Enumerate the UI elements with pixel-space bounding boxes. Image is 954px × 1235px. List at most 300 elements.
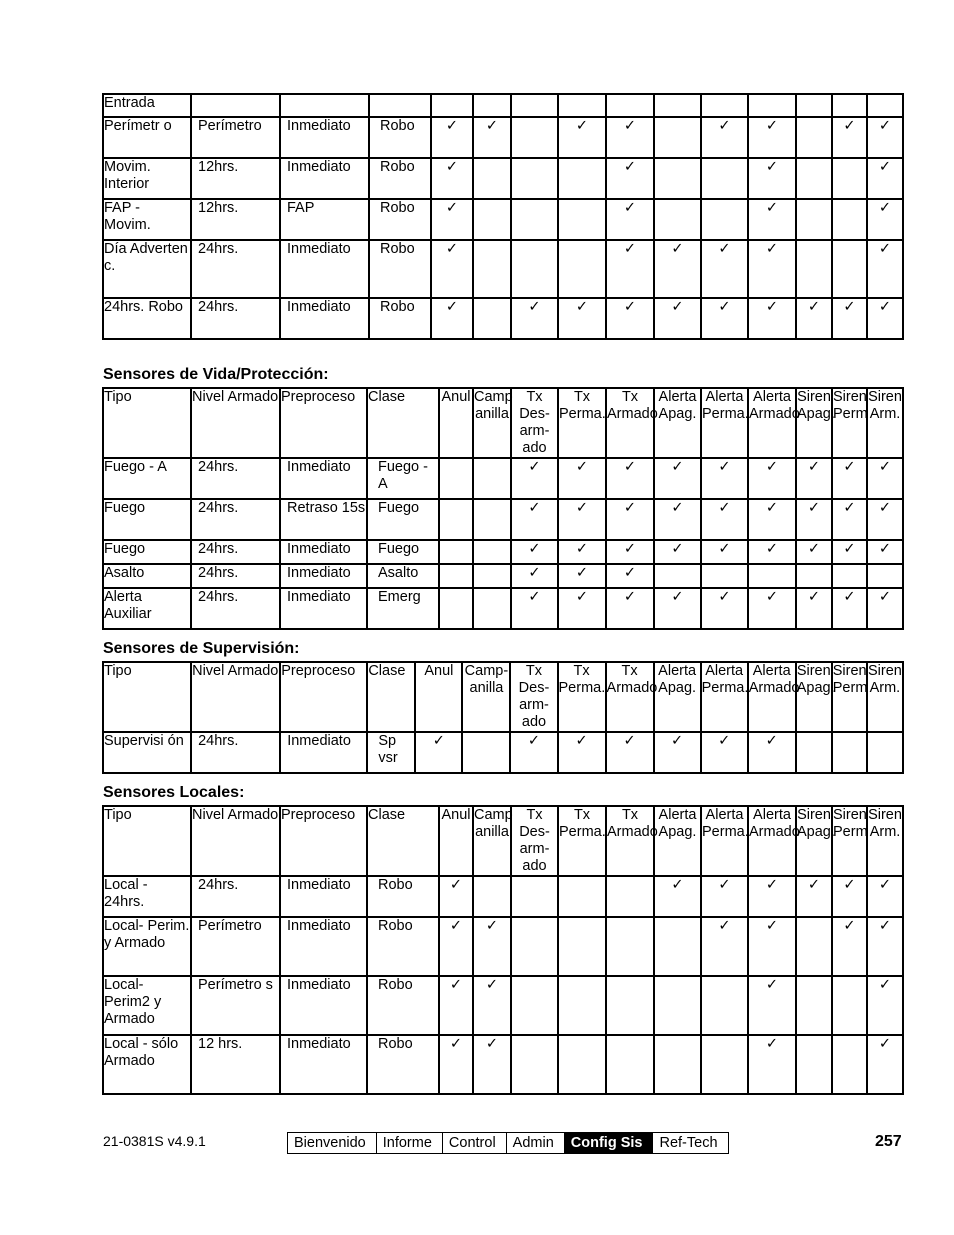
sensor-type-cell: Local - sólo Armado bbox=[103, 1035, 191, 1094]
checkmark-cell bbox=[796, 917, 832, 976]
checkmark-cell bbox=[796, 240, 832, 298]
page-number: 257 bbox=[875, 1133, 902, 1150]
column-header-tx_armado: Tx Armado bbox=[606, 388, 654, 458]
s4-header-row bbox=[103, 806, 903, 876]
column-header-alerta_perma: Alerta Perma. bbox=[701, 662, 748, 732]
checkmark-cell: ✓ bbox=[606, 199, 654, 240]
checkmark-cell: ✓ bbox=[606, 499, 654, 540]
checkmark-cell: ✓ bbox=[511, 540, 558, 564]
checkmark-cell: ✓ bbox=[796, 458, 832, 499]
class-cell: Emerg bbox=[367, 588, 439, 629]
checkmark-cell bbox=[511, 117, 558, 158]
checkmark-cell: ✓ bbox=[796, 876, 832, 917]
checkmark-cell bbox=[439, 540, 473, 564]
checkmark-cell: ✓ bbox=[431, 298, 473, 339]
checkmark-cell bbox=[473, 158, 511, 199]
checkmark-cell bbox=[558, 917, 606, 976]
checkmark-cell: ✓ bbox=[473, 976, 511, 1035]
checkmark-cell: ✓ bbox=[701, 540, 748, 564]
checkmark-cell bbox=[473, 199, 511, 240]
checkmark-cell: ✓ bbox=[867, 199, 903, 240]
checkmark-cell: ✓ bbox=[701, 732, 748, 773]
section-title-vida: Sensores de Vida/Protección: bbox=[103, 366, 329, 383]
checkmark-cell bbox=[796, 94, 832, 117]
nav-tab-bienvenido[interactable]: Bienvenido bbox=[288, 1133, 377, 1153]
checkmark-cell: ✓ bbox=[748, 917, 796, 976]
checkmark-cell bbox=[701, 199, 748, 240]
checkmark-cell bbox=[473, 588, 511, 629]
sensor-type-cell: Entrada bbox=[103, 94, 191, 117]
checkmark-cell bbox=[511, 1035, 558, 1094]
checkmark-cell bbox=[832, 1035, 867, 1094]
column-header-alerta_armado: Alerta Armado bbox=[748, 662, 796, 732]
class-cell: Fuego bbox=[367, 499, 439, 540]
checkmark-cell bbox=[701, 94, 748, 117]
checkmark-cell bbox=[473, 240, 511, 298]
checkmark-cell bbox=[439, 458, 473, 499]
sensor-type-cell: Local- Perim2 y Armado bbox=[103, 976, 191, 1035]
preprocess-cell: Inmediato bbox=[280, 240, 369, 298]
checkmark-cell: ✓ bbox=[439, 976, 473, 1035]
preprocess-cell: Inmediato bbox=[280, 1035, 367, 1094]
checkmark-cell bbox=[867, 564, 903, 588]
sensor-type-cell: Fuego bbox=[103, 499, 191, 540]
checkmark-cell: ✓ bbox=[867, 1035, 903, 1094]
checkmark-cell bbox=[701, 1035, 748, 1094]
checkmark-cell bbox=[473, 564, 511, 588]
checkmark-cell: ✓ bbox=[701, 588, 748, 629]
armed-level-cell: 24hrs. bbox=[191, 732, 280, 773]
table-row bbox=[103, 1035, 903, 1094]
checkmark-cell: ✓ bbox=[606, 458, 654, 499]
table-row bbox=[103, 564, 903, 588]
column-header-campanilla_b: Camp-anilla bbox=[462, 662, 510, 732]
checkmark-cell: ✓ bbox=[701, 876, 748, 917]
sensor-type-cell: 24hrs. Robo bbox=[103, 298, 191, 339]
preprocess-cell: Inmediato bbox=[280, 458, 367, 499]
checkmark-cell bbox=[606, 876, 654, 917]
checkmark-cell: ✓ bbox=[510, 732, 557, 773]
preprocess-cell: Inmediato bbox=[280, 588, 367, 629]
checkmark-cell bbox=[654, 917, 701, 976]
checkmark-cell bbox=[439, 588, 473, 629]
checkmark-cell: ✓ bbox=[867, 298, 903, 339]
column-header-alerta_armado: Alerta Armado bbox=[748, 806, 796, 876]
checkmark-cell bbox=[796, 117, 832, 158]
armed-level-cell bbox=[191, 94, 280, 117]
class-cell: Sp vsr bbox=[367, 732, 415, 773]
column-header-clase: Clase bbox=[367, 662, 415, 732]
document-id: 21-0381S v4.9.1 bbox=[103, 1133, 206, 1149]
checkmark-cell: ✓ bbox=[558, 117, 606, 158]
sensor-type-cell: Alerta Auxiliar bbox=[103, 588, 191, 629]
checkmark-cell: ✓ bbox=[832, 298, 867, 339]
armed-level-cell: 24hrs. bbox=[191, 876, 280, 917]
checkmark-cell: ✓ bbox=[748, 499, 796, 540]
checkmark-cell: ✓ bbox=[473, 117, 511, 158]
checkmark-cell: ✓ bbox=[606, 298, 654, 339]
checkmark-cell bbox=[748, 94, 796, 117]
armed-level-cell: 24hrs. bbox=[191, 540, 280, 564]
column-header-siren_arm: Siren Arm. bbox=[867, 662, 903, 732]
checkmark-cell: ✓ bbox=[748, 1035, 796, 1094]
checkmark-cell: ✓ bbox=[867, 917, 903, 976]
checkmark-cell: ✓ bbox=[511, 588, 558, 629]
armed-level-cell: 24hrs. bbox=[191, 240, 280, 298]
checkmark-cell: ✓ bbox=[558, 458, 606, 499]
checkmark-cell: ✓ bbox=[511, 564, 558, 588]
checkmark-cell: ✓ bbox=[796, 588, 832, 629]
checkmark-cell bbox=[796, 199, 832, 240]
column-header-tx_armado: Tx Armado bbox=[606, 662, 654, 732]
column-header-alerta_perma: Alerta Perma. bbox=[701, 388, 748, 458]
column-header-alerta_apag: Alerta Apag. bbox=[654, 662, 701, 732]
class-cell: Robo bbox=[369, 158, 431, 199]
column-header-tx_perma: Tx Perma. bbox=[558, 388, 606, 458]
column-header-siren_apag: Siren Apag. bbox=[796, 388, 832, 458]
checkmark-cell: ✓ bbox=[654, 458, 701, 499]
class-cell: Robo bbox=[367, 976, 439, 1035]
checkmark-cell bbox=[558, 158, 606, 199]
armed-level-cell: 12 hrs. bbox=[191, 1035, 280, 1094]
checkmark-cell bbox=[462, 732, 510, 773]
checkmark-cell: ✓ bbox=[701, 240, 748, 298]
s2-header-row bbox=[103, 388, 903, 458]
checkmark-cell: ✓ bbox=[439, 876, 473, 917]
column-header-nivel: Nivel Armado bbox=[191, 806, 280, 876]
checkmark-cell bbox=[558, 1035, 606, 1094]
checkmark-cell bbox=[867, 94, 903, 117]
checkmark-cell: ✓ bbox=[654, 499, 701, 540]
table-row bbox=[103, 94, 903, 117]
column-header-campanilla_a: Camp anilla bbox=[473, 388, 511, 458]
s1-body bbox=[103, 94, 903, 339]
column-header-siren_apag: Siren Apag. bbox=[796, 806, 832, 876]
checkmark-cell bbox=[511, 158, 558, 199]
armed-level-cell: Perímetro s bbox=[191, 976, 280, 1035]
column-header-siren_perm: Siren Perm bbox=[832, 806, 867, 876]
class-cell: Robo bbox=[367, 917, 439, 976]
checkmark-cell: ✓ bbox=[431, 199, 473, 240]
checkmark-cell bbox=[654, 976, 701, 1035]
checkmark-cell: ✓ bbox=[558, 499, 606, 540]
armed-level-cell: Perímetro bbox=[191, 117, 280, 158]
checkmark-cell bbox=[511, 199, 558, 240]
checkmark-cell bbox=[511, 876, 558, 917]
checkmark-cell: ✓ bbox=[439, 1035, 473, 1094]
checkmark-cell: ✓ bbox=[748, 298, 796, 339]
checkmark-cell bbox=[473, 458, 511, 499]
table-row bbox=[103, 240, 903, 298]
column-header-tx_desarmado: Tx Des-arm-ado bbox=[511, 806, 558, 876]
class-cell: Asalto bbox=[367, 564, 439, 588]
column-header-siren_perm: Siren Perm bbox=[832, 662, 867, 732]
supervision-sensor-table bbox=[102, 661, 904, 774]
nav-tab-control[interactable]: Control bbox=[443, 1133, 507, 1153]
checkmark-cell bbox=[606, 917, 654, 976]
checkmark-cell bbox=[558, 199, 606, 240]
checkmark-cell: ✓ bbox=[654, 876, 701, 917]
table-row bbox=[103, 876, 903, 917]
checkmark-cell: ✓ bbox=[558, 588, 606, 629]
checkmark-cell bbox=[748, 564, 796, 588]
checkmark-cell: ✓ bbox=[606, 540, 654, 564]
column-header-anul: Anul bbox=[439, 806, 473, 876]
checkmark-cell bbox=[558, 240, 606, 298]
checkmark-cell: ✓ bbox=[654, 298, 701, 339]
checkmark-cell: ✓ bbox=[701, 117, 748, 158]
table-row bbox=[103, 199, 903, 240]
preprocess-cell: Inmediato bbox=[280, 976, 367, 1035]
checkmark-cell bbox=[473, 499, 511, 540]
column-header-tx_perma: Tx Perma. bbox=[558, 806, 606, 876]
column-header-tx_desarmado: Tx Des-arm-ado bbox=[511, 388, 558, 458]
armed-level-cell: 24hrs. bbox=[191, 458, 280, 499]
checkmark-cell bbox=[796, 1035, 832, 1094]
column-header-tx_desarmado: Tx Des-arm-ado bbox=[510, 662, 557, 732]
checkmark-cell: ✓ bbox=[511, 298, 558, 339]
column-header-preproceso: Preproceso bbox=[280, 662, 367, 732]
checkmark-cell: ✓ bbox=[701, 458, 748, 499]
checkmark-cell: ✓ bbox=[867, 876, 903, 917]
checkmark-cell bbox=[701, 158, 748, 199]
column-header-anul: Anul bbox=[415, 662, 462, 732]
checkmark-cell bbox=[654, 158, 701, 199]
checkmark-cell bbox=[654, 1035, 701, 1094]
checkmark-cell: ✓ bbox=[748, 117, 796, 158]
class-cell: Robo bbox=[369, 240, 431, 298]
preprocess-cell bbox=[280, 94, 369, 117]
checkmark-cell: ✓ bbox=[606, 158, 654, 199]
column-header-anul: Anul bbox=[439, 388, 473, 458]
column-header-alerta_apag: Alerta Apag. bbox=[654, 806, 701, 876]
column-header-siren_arm: Siren Arm. bbox=[867, 806, 903, 876]
checkmark-cell: ✓ bbox=[558, 540, 606, 564]
checkmark-cell: ✓ bbox=[748, 876, 796, 917]
checkmark-cell bbox=[439, 564, 473, 588]
checkmark-cell: ✓ bbox=[832, 458, 867, 499]
checkmark-cell: ✓ bbox=[511, 499, 558, 540]
checkmark-cell bbox=[654, 564, 701, 588]
nav-tab-admin[interactable]: Admin bbox=[507, 1133, 565, 1153]
checkmark-cell: ✓ bbox=[748, 458, 796, 499]
table-row bbox=[103, 458, 903, 499]
checkmark-cell: ✓ bbox=[654, 540, 701, 564]
local-sensor-table bbox=[102, 805, 904, 1095]
sensor-type-cell: Movim. Interior bbox=[103, 158, 191, 199]
checkmark-cell: ✓ bbox=[748, 588, 796, 629]
column-header-campanilla_a: Camp anilla bbox=[473, 806, 511, 876]
checkmark-cell: ✓ bbox=[867, 499, 903, 540]
preprocess-cell: Inmediato bbox=[280, 917, 367, 976]
preprocess-cell: Inmediato bbox=[280, 732, 367, 773]
checkmark-cell: ✓ bbox=[796, 499, 832, 540]
checkmark-cell bbox=[431, 94, 473, 117]
column-header-tipo: Tipo bbox=[103, 662, 191, 732]
checkmark-cell: ✓ bbox=[748, 240, 796, 298]
sensor-type-cell: Día Adverten c. bbox=[103, 240, 191, 298]
checkmark-cell bbox=[832, 199, 867, 240]
checkmark-cell bbox=[832, 976, 867, 1035]
section-nav bbox=[287, 1132, 729, 1154]
table-row bbox=[103, 917, 903, 976]
column-header-clase: Clase bbox=[367, 806, 439, 876]
class-cell: Fuego - A bbox=[367, 458, 439, 499]
checkmark-cell bbox=[654, 94, 701, 117]
sensor-type-cell: Fuego bbox=[103, 540, 191, 564]
checkmark-cell bbox=[832, 732, 867, 773]
table-row bbox=[103, 158, 903, 199]
class-cell: Robo bbox=[369, 298, 431, 339]
life-safety-sensor-table bbox=[102, 387, 904, 630]
checkmark-cell bbox=[796, 732, 832, 773]
sensor-type-cell: Local - 24hrs. bbox=[103, 876, 191, 917]
checkmark-cell: ✓ bbox=[606, 588, 654, 629]
checkmark-cell bbox=[473, 298, 511, 339]
nav-tab-ref-tech[interactable]: Ref-Tech bbox=[659, 1135, 718, 1151]
class-cell: Robo bbox=[367, 1035, 439, 1094]
checkmark-cell bbox=[606, 1035, 654, 1094]
checkmark-cell: ✓ bbox=[558, 564, 606, 588]
column-header-nivel: Nivel Armado bbox=[191, 388, 280, 458]
sensor-type-cell: Asalto bbox=[103, 564, 191, 588]
checkmark-cell bbox=[701, 564, 748, 588]
nav-tab-informe[interactable]: Informe bbox=[377, 1133, 443, 1153]
preprocess-cell: Inmediato bbox=[280, 876, 367, 917]
checkmark-cell: ✓ bbox=[654, 240, 701, 298]
armed-level-cell: 12hrs. bbox=[191, 199, 280, 240]
checkmark-cell bbox=[558, 94, 606, 117]
armed-level-cell: 12hrs. bbox=[191, 158, 280, 199]
checkmark-cell: ✓ bbox=[701, 298, 748, 339]
preprocess-cell: Inmediato bbox=[280, 564, 367, 588]
checkmark-cell bbox=[606, 94, 654, 117]
checkmark-cell bbox=[473, 94, 511, 117]
column-header-siren_perm: Siren Perm bbox=[832, 388, 867, 458]
armed-level-cell: 24hrs. bbox=[191, 499, 280, 540]
checkmark-cell bbox=[606, 976, 654, 1035]
preprocess-cell: Inmediato bbox=[280, 158, 369, 199]
table-row bbox=[103, 117, 903, 158]
checkmark-cell bbox=[511, 240, 558, 298]
checkmark-cell: ✓ bbox=[867, 588, 903, 629]
s3-body bbox=[103, 662, 903, 773]
checkmark-cell: ✓ bbox=[832, 540, 867, 564]
class-cell: Fuego bbox=[367, 540, 439, 564]
preprocess-cell: FAP bbox=[280, 199, 369, 240]
burglary-sensor-table bbox=[102, 93, 904, 340]
checkmark-cell: ✓ bbox=[439, 917, 473, 976]
armed-level-cell: 24hrs. bbox=[191, 564, 280, 588]
checkmark-cell bbox=[473, 540, 511, 564]
checkmark-cell: ✓ bbox=[867, 458, 903, 499]
preprocess-cell: Inmediato bbox=[280, 540, 367, 564]
checkmark-cell bbox=[439, 499, 473, 540]
checkmark-cell: ✓ bbox=[748, 540, 796, 564]
table-row bbox=[103, 976, 903, 1035]
checkmark-cell bbox=[511, 976, 558, 1035]
checkmark-cell: ✓ bbox=[415, 732, 462, 773]
nav-tab-config-sis[interactable]: Config Sis bbox=[565, 1133, 654, 1153]
column-header-tx_armado: Tx Armado bbox=[606, 806, 654, 876]
checkmark-cell: ✓ bbox=[606, 240, 654, 298]
checkmark-cell bbox=[654, 199, 701, 240]
checkmark-cell bbox=[832, 564, 867, 588]
checkmark-cell bbox=[832, 240, 867, 298]
sensor-type-cell: Supervisi ón bbox=[103, 732, 191, 773]
checkmark-cell: ✓ bbox=[796, 298, 832, 339]
class-cell bbox=[369, 94, 431, 117]
checkmark-cell: ✓ bbox=[832, 917, 867, 976]
checkmark-cell: ✓ bbox=[832, 588, 867, 629]
section-title-supervision: Sensores de Supervisión: bbox=[103, 640, 300, 657]
checkmark-cell: ✓ bbox=[473, 1035, 511, 1094]
checkmark-cell: ✓ bbox=[558, 298, 606, 339]
armed-level-cell: Perímetro bbox=[191, 917, 280, 976]
checkmark-cell bbox=[511, 94, 558, 117]
checkmark-cell bbox=[796, 158, 832, 199]
checkmark-cell: ✓ bbox=[558, 732, 606, 773]
checkmark-cell: ✓ bbox=[606, 117, 654, 158]
preprocess-cell: Retraso 15s bbox=[280, 499, 367, 540]
table-row bbox=[103, 732, 903, 773]
checkmark-cell bbox=[832, 94, 867, 117]
column-header-tx_perma: Tx Perma. bbox=[558, 662, 606, 732]
checkmark-cell: ✓ bbox=[654, 588, 701, 629]
armed-level-cell: 24hrs. bbox=[191, 298, 280, 339]
sensor-type-cell: FAP - Movim. bbox=[103, 199, 191, 240]
checkmark-cell: ✓ bbox=[431, 158, 473, 199]
column-header-alerta_armado: Alerta Armado bbox=[748, 388, 796, 458]
checkmark-cell bbox=[701, 976, 748, 1035]
column-header-preproceso: Preproceso bbox=[280, 806, 367, 876]
section-title-locales: Sensores Locales: bbox=[103, 784, 245, 801]
checkmark-cell bbox=[796, 976, 832, 1035]
checkmark-cell: ✓ bbox=[867, 240, 903, 298]
column-header-alerta_perma: Alerta Perma. bbox=[701, 806, 748, 876]
checkmark-cell: ✓ bbox=[796, 540, 832, 564]
column-header-preproceso: Preproceso bbox=[280, 388, 367, 458]
checkmark-cell bbox=[867, 732, 903, 773]
preprocess-cell: Inmediato bbox=[280, 117, 369, 158]
checkmark-cell: ✓ bbox=[431, 240, 473, 298]
checkmark-cell: ✓ bbox=[606, 564, 654, 588]
checkmark-cell: ✓ bbox=[832, 117, 867, 158]
checkmark-cell bbox=[796, 564, 832, 588]
table-row bbox=[103, 588, 903, 629]
checkmark-cell: ✓ bbox=[606, 732, 654, 773]
checkmark-cell: ✓ bbox=[654, 732, 701, 773]
checkmark-cell bbox=[558, 976, 606, 1035]
checkmark-cell bbox=[473, 876, 511, 917]
column-header-alerta_apag: Alerta Apag. bbox=[654, 388, 701, 458]
column-header-tipo: Tipo bbox=[103, 388, 191, 458]
table-row bbox=[103, 298, 903, 339]
checkmark-cell: ✓ bbox=[473, 917, 511, 976]
s4-body bbox=[103, 806, 903, 1094]
checkmark-cell bbox=[832, 158, 867, 199]
checkmark-cell: ✓ bbox=[511, 458, 558, 499]
s3-header-row bbox=[103, 662, 903, 732]
class-cell: Robo bbox=[369, 199, 431, 240]
checkmark-cell: ✓ bbox=[867, 117, 903, 158]
checkmark-cell: ✓ bbox=[832, 876, 867, 917]
sensor-type-cell: Local- Perim. y Armado bbox=[103, 917, 191, 976]
checkmark-cell: ✓ bbox=[701, 499, 748, 540]
column-header-tipo: Tipo bbox=[103, 806, 191, 876]
s2-body bbox=[103, 388, 903, 629]
table-row bbox=[103, 540, 903, 564]
